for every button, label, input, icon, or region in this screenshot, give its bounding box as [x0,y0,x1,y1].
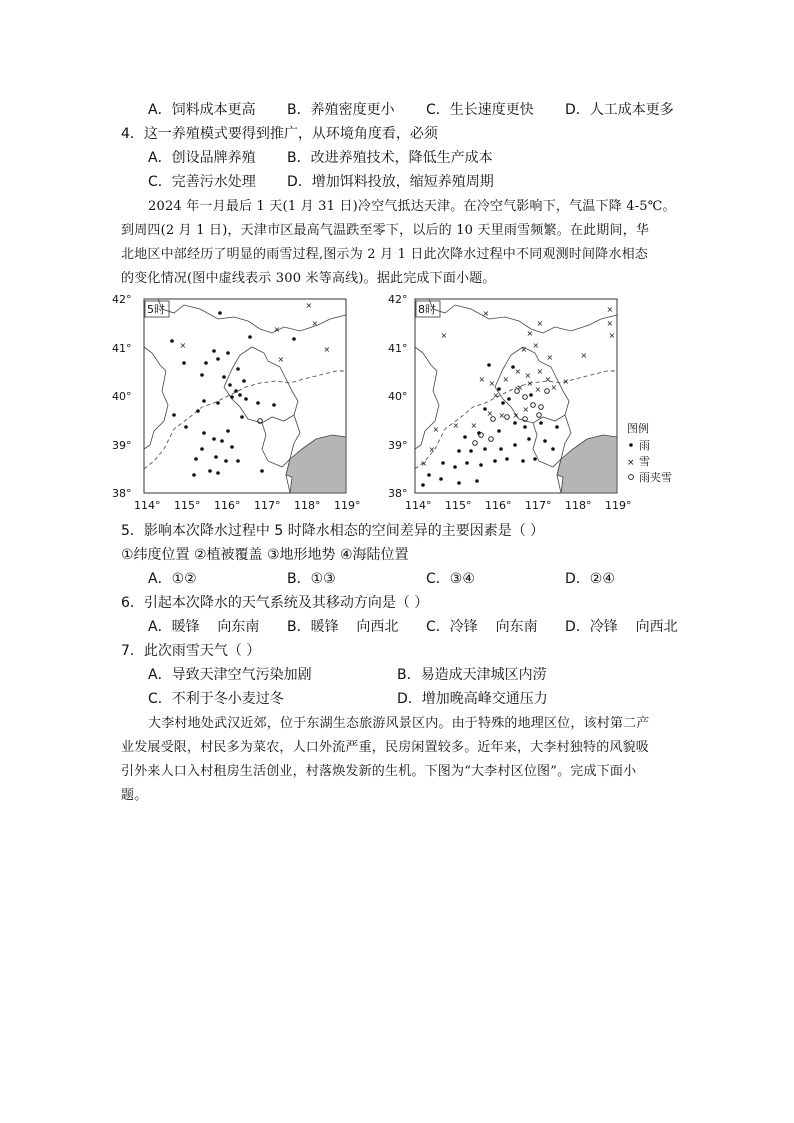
rain-station-dot [439,477,443,481]
lon-tick: 119° [605,499,632,512]
legend-rain: 雨 [639,439,650,452]
rain-station-dot [200,373,204,377]
rain-station-dot [170,339,174,343]
rain-station-dot [226,351,230,355]
snow-station-cross: × [420,459,428,468]
q5-option-b: B．①③ [287,571,336,587]
rain-station-dot [505,457,509,461]
snow-station-cross: × [323,345,331,354]
snow-station-cross: × [532,341,540,350]
q4-option-a: A．创设品牌养殖 [148,150,256,166]
passage1-line-1: 2024 年一月最后 1 天(1 月 31 日)冷空气抵达天津。在冷空气影响下，气温下降 4-5℃。 [148,199,676,214]
snow-station-cross: × [512,411,520,420]
map-legend [627,421,672,484]
rain-station-dot [527,437,531,441]
rain-station-dot [555,425,559,429]
lon-tick: 119° [334,499,361,512]
passage1-line-3: 北地区中部经历了明显的雨雪过程,图示为 2 月 1 日此次降水过程中不同观测时间降水相态 [121,247,649,262]
rain-station-dot [507,397,511,401]
rain-station-dot [218,311,222,315]
q5-option-d: D．②④ [565,571,615,587]
passage1-line-2: 到周四(2 月 1 日)，天津市区最高气温跌至零下，以后的 10 天里雨雪频繁。在此期间，华 [121,223,650,238]
snow-station-cross: × [534,385,542,394]
lat-tick: 41° [388,342,408,355]
q5-option-c: C．③④ [426,571,475,587]
lat-tick: 38° [388,487,408,500]
passage2-line-4: 题。 [121,788,148,803]
q5-option-a: A．①② [148,571,197,587]
lon-tick: 118° [565,499,592,512]
q6-stem: 6．引起本次降水的天气系统及其移动方向是（ ） [121,595,429,611]
rain-station-dot [533,457,537,461]
map-8am [415,299,617,493]
q7-option-d: D．增加晚高峰交通压力 [397,691,548,707]
passage2-line-2: 业发展受限，村民多为菜农，人口外流严重，民房闲置较多。近年来，大李村独特的风貌吸 [121,740,650,755]
rain-station-dot [427,473,431,477]
q7-option-c: C．不利于冬小麦过冬 [148,691,284,707]
lon-tick: 116° [214,499,241,512]
legend-title: 图例 [627,422,649,435]
map-5am [144,299,346,493]
lon-tick: 118° [294,499,321,512]
rain-station-dot [499,447,503,451]
rain-station-dot [214,455,218,459]
rain-station-dot [457,449,461,453]
rain-dot-icon [629,443,633,447]
q7-option-a: A．导致天津空气污染加剧 [148,667,312,683]
q3-option-d: D．人工成本更多 [565,102,674,118]
rain-station-dot [244,397,248,401]
rain-station-dot [248,335,252,339]
q6-option-b: B．暖锋 向西北 [287,619,399,635]
rain-station-dot [487,363,491,367]
map1-lat-ticks [112,293,132,500]
map1-time-label: 5时 [147,303,165,316]
rain-station-dot [465,461,469,465]
snow-station-cross: × [488,379,496,388]
lat-tick: 41° [112,342,132,355]
snow-station-cross: × [179,341,187,350]
rain-station-dot [539,421,543,425]
rain-station-dot [182,361,186,365]
passage2-line-3: 引外来人口入村租房生活创业，村落焕发新的生机。下图为“大李村区位图”。完成下面小 [121,764,637,779]
rain-station-dot [543,439,547,443]
rain-station-dot [501,401,505,405]
rain-station-dot [521,459,525,463]
snow-station-cross: × [550,383,558,392]
q7-stem: 7．此次雨雪天气（ ） [121,643,261,659]
map2-time-label: 8时 [418,303,436,316]
rain-station-dot [234,389,238,393]
q4-option-b: B．改进养殖技术，降低生产成本 [287,150,493,166]
snow-station-cross: × [608,331,616,340]
rain-station-dot [202,399,206,403]
rain-station-dot [196,409,200,413]
snow-station-cross: × [546,353,554,362]
q7-option-b: B．易造成天津城区内涝 [397,667,547,683]
snow-station-cross: × [273,325,281,334]
q3-option-b: B．养殖密度更小 [287,102,395,118]
snow-station-cross: × [452,421,460,430]
rain-station-dot [551,447,555,451]
rain-station-dot [216,471,220,475]
rain-station-dot [292,337,296,341]
q5-factors: ①纬度位置 ②植被覆盖 ③地形地势 ④海陆位置 [121,547,409,563]
rain-station-dot [228,383,232,387]
sleet-circle-icon [629,475,634,480]
rain-station-dot [216,357,220,361]
snow-station-cross: × [470,421,478,430]
snow-station-cross: × [305,301,313,310]
rain-station-dot [238,393,242,397]
rain-station-dot [230,395,234,399]
rain-station-dot [220,439,224,443]
lat-tick: 42° [388,293,408,306]
rain-station-dot [230,445,234,449]
rain-station-dot [453,465,457,469]
lat-tick: 40° [388,390,408,403]
rain-station-dot [256,401,260,405]
map2-lat-ticks [388,293,408,500]
rain-station-dot [513,421,517,425]
snow-cross-icon: × [627,458,635,468]
snow-station-cross: × [562,377,570,386]
snow-station-cross: × [526,329,534,338]
q3-option-c: C．生长速度更快 [426,102,534,118]
q4-option-d: D．增加饵料投放，缩短养殖周期 [287,174,494,190]
rain-station-dot [212,437,216,441]
rain-station-dot [192,473,196,477]
rain-station-dot [513,443,517,447]
rain-station-dot [457,481,461,485]
rain-station-dot [463,435,467,439]
snow-station-cross: × [524,371,532,380]
rain-station-dot [475,479,479,483]
snow-station-cross: × [432,425,440,434]
rain-station-dot [441,461,445,465]
rain-station-dot [184,425,188,429]
q6-option-d: D．冷锋 向西北 [565,619,678,635]
rain-station-dot [224,459,228,463]
map1-lon-ticks [134,499,361,512]
rain-station-dot [200,447,204,451]
rain-station-dot [529,393,533,397]
lon-tick: 114° [134,499,161,512]
rain-station-dot [523,425,527,429]
legend-snow: 雪 [639,455,650,468]
snow-station-cross: × [522,405,530,414]
precipitation-maps-figure [110,290,690,515]
rain-station-dot [497,429,501,433]
rain-station-dot [202,431,206,435]
legend-sleet: 雨夹雪 [639,471,672,484]
rain-station-dot [208,469,212,473]
snow-station-cross: × [580,351,588,360]
rain-station-dot [236,367,240,371]
lat-tick: 38° [112,487,132,500]
snow-station-cross: × [428,445,436,454]
rain-station-dot [272,403,276,407]
q3-options [148,100,674,120]
lon-tick: 116° [485,499,512,512]
snow-station-cross: × [311,319,319,328]
lat-tick: 39° [112,439,132,452]
lon-tick: 115° [174,499,201,512]
lon-tick: 115° [445,499,472,512]
snow-station-cross: × [536,319,544,328]
q6-option-c: C．冷锋 向东南 [426,619,538,635]
lon-tick: 114° [405,499,432,512]
q3-option-a: A．饲料成本更高 [148,102,256,118]
snow-station-cross: × [492,391,500,400]
rain-station-dot [469,449,473,453]
q4-stem: 4．这一养殖模式要得到推广，从环境角度看，必须 [121,126,438,142]
q6-option-a: A．暖锋 向东南 [148,619,260,635]
snow-station-cross: × [544,375,552,384]
rain-station-dot [222,375,226,379]
map2-lon-ticks [405,499,632,512]
rain-station-dot [242,379,246,383]
snow-station-cross: × [514,367,522,376]
rain-station-dot [194,457,198,461]
rain-station-dot [172,413,176,417]
rain-station-dot [204,361,208,365]
snow-station-cross: × [498,411,506,420]
snow-station-cross: × [526,379,534,388]
snow-station-cross: × [606,305,614,314]
snow-station-cross: × [502,375,510,384]
passage2-line-1: 大李村地处武汉近郊，位于东湖生态旅游风景区内。由于特殊的地理区位，该村第二产 [148,716,650,731]
snow-station-cross: × [478,375,486,384]
snow-station-cross: × [536,367,544,376]
lon-tick: 117° [254,499,281,512]
snow-station-cross: × [440,331,448,340]
passage1-line-4: 的变化情况(图中虚线表示 300 米等高线)。据此完成下面小题。 [121,271,496,286]
snow-station-cross: × [482,309,490,318]
snow-station-cross: × [516,383,524,392]
rain-station-dot [260,469,264,473]
snow-station-cross: × [520,345,528,354]
rain-station-dot [483,447,487,451]
rain-station-dot [240,415,244,419]
snow-station-cross: × [277,355,285,364]
rain-station-dot [212,349,216,353]
q5-stem: 5．影响本次降水过程中 5 时降水相态的空间差异的主要因素是（ ） [121,523,545,539]
q4-option-c: C．完善污水处理 [148,174,256,190]
lat-tick: 39° [388,439,408,452]
lon-tick: 117° [525,499,552,512]
lat-tick: 42° [112,293,132,306]
rain-station-dot [479,463,483,467]
snow-station-cross: × [486,409,494,418]
snow-station-cross: × [606,319,614,328]
rain-station-dot [493,459,497,463]
rain-station-dot [236,459,240,463]
rain-station-dot [421,483,425,487]
rain-station-dot [226,429,230,433]
lat-tick: 40° [112,390,132,403]
rain-station-dot [216,401,220,405]
